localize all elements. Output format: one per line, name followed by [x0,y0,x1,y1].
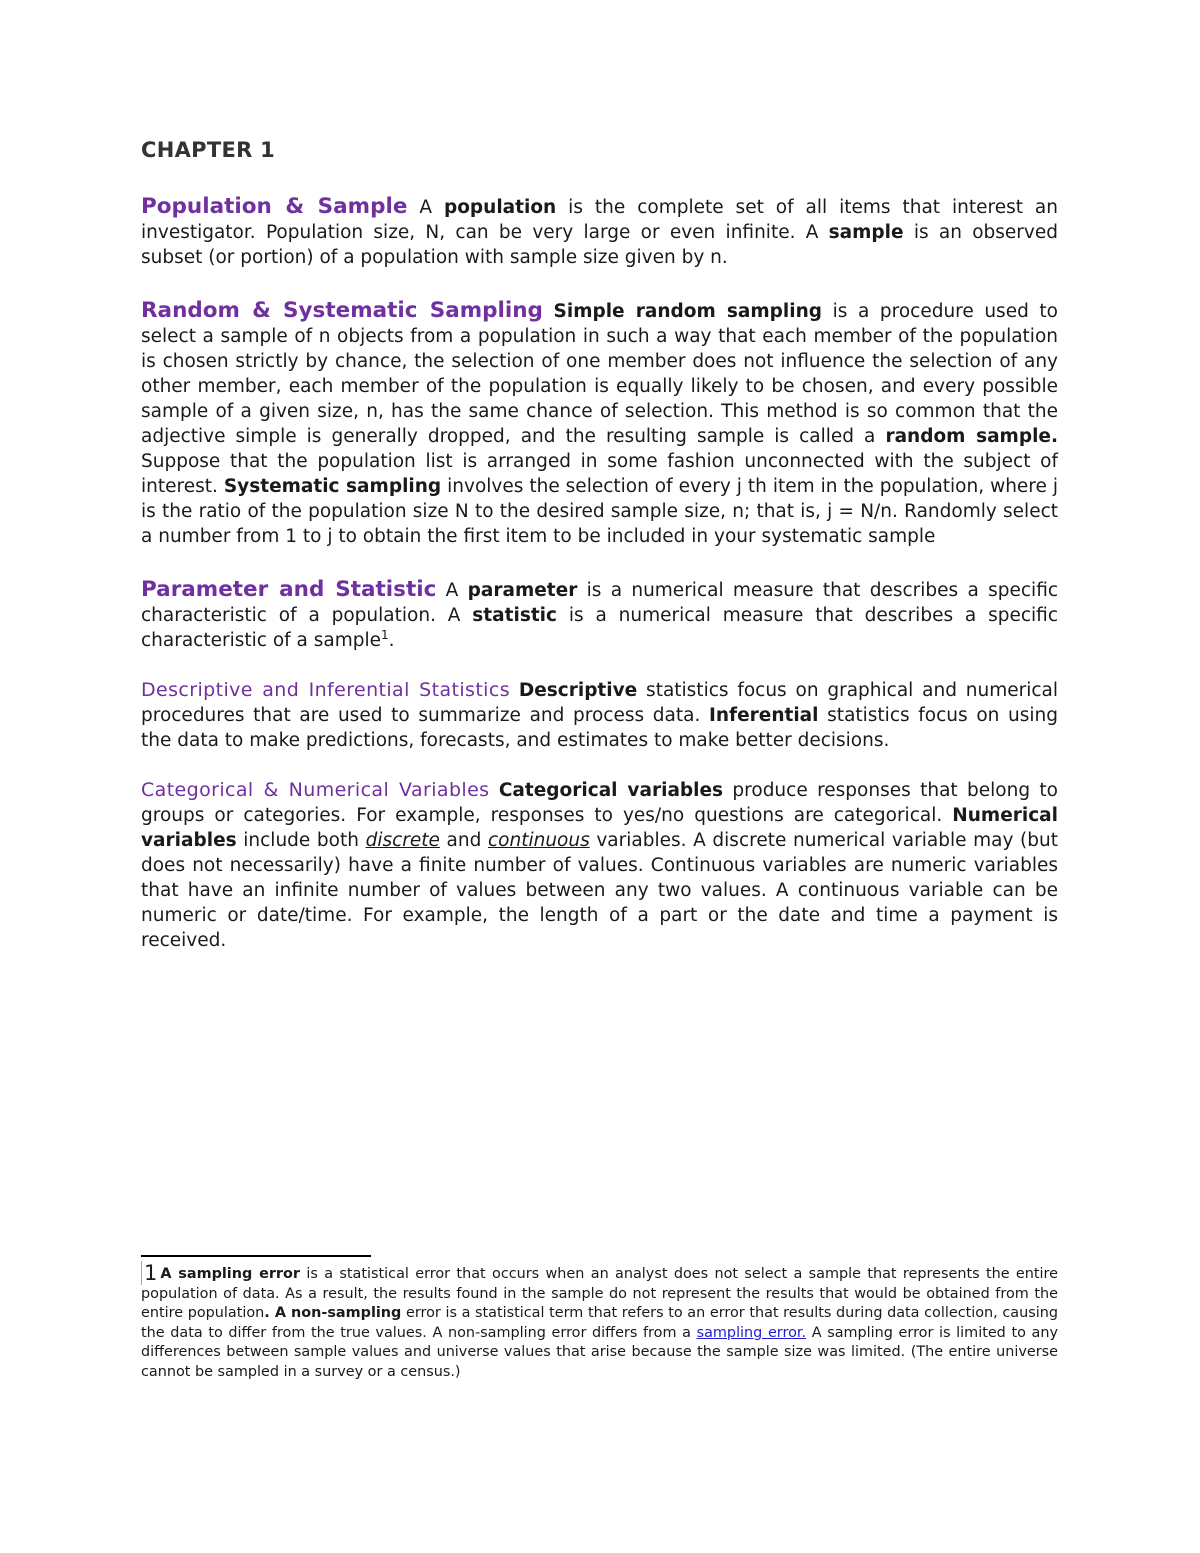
text-run: produce responses that belong to groups or categories. For example, responses to yes/no questions are categorical. [141,780,1058,826]
text-run: is the complete set of all items that interest an investigator. Population size, N, can be very large or even infinite. A [141,197,1058,243]
text-run: statistics focus on using the data to make predictions, forecasts, and estimates to make better decisions. [141,705,1058,751]
section-heading: Categorical & Numerical Variables [141,779,490,801]
text-run: and [439,830,488,851]
text-run: is a numerical measure that describes a specific characteristic of a sample [141,605,1059,651]
bold-term: sample [828,222,904,243]
text-run: is a procedure used to select a sample of n objects from a population in such a way that each member of the population is chosen strictly by chance, the selection of one member does not influence the selection of any other member, each member of the population is equally likely to be chosen, and every possible sample of a given size, n, has the same chance of selection. This method is so common that the adjective simple is generally dropped, and the resulting sample is called a [141,301,1058,447]
text-run: error is a statistical term that refers to an error that results during data collection, causing the data to differ from the true values. A non-sampling error differs from a [141,1305,1058,1341]
paragraph-descriptive-inferential [141,678,1058,753]
text-run: A [436,580,468,601]
document-body [141,138,1058,953]
bold-term: statistic [472,605,557,626]
paragraph-sampling [141,298,1058,549]
footnote [141,1261,1059,1383]
footnote-separator [141,1255,371,1257]
bold-term: Simple random sampling [553,301,823,322]
footnote-reference[interactable]: 1 [381,627,389,642]
bold-term: Categorical variables [498,780,724,801]
chapter-title: CHAPTER 1 [141,138,276,162]
bold-term: A sampling error [160,1266,301,1282]
footnote-number: 1 [141,1261,157,1285]
paragraph-variables [141,778,1058,953]
paragraph-parameter-statistic [141,577,1058,653]
text-run: is a numerical measure that describes a specific characteristic of a population. A [141,580,1059,626]
emphasized-term: continuous [487,830,590,851]
text-run [543,301,554,322]
bold-term: Systematic sampling [223,476,442,497]
sampling-error-link[interactable]: sampling error. [696,1324,807,1341]
text-run: Suppose that the population list is arranged in some fashion unconnected with the subject of interest. [141,451,1058,497]
text-run: is an observed subset (or portion) of a population with sample size given by n. [141,222,1058,268]
section-heading: Population & Sample [141,194,408,219]
paragraph-population-sample [141,194,1058,270]
text-run [490,780,499,801]
text-run [510,680,519,701]
bold-term: . A non-sampling [264,1305,402,1322]
section-heading: Descriptive and Inferential Statistics [141,679,511,701]
bold-term: parameter [467,580,578,601]
text-run: A sampling error is limited to any differences between sample values and universe values that arise because the sample size was limited. (The entire universe cannot be sampled in a survey or a census.) [141,1324,1059,1380]
section-heading: Parameter and Statistic [141,577,437,602]
bold-term: Inferential [709,705,819,726]
section-heading: Random & Systematic Sampling [141,298,543,323]
text-run: . [388,630,395,651]
bold-term: random sample. [885,426,1058,447]
text-run: involves the selection of every j th item in the population, where j is the ratio of the population size N to the desired sample size, n; that is, j = N/n. Randomly select a number from 1 to j to obtain the first item to be included in your systematic sample [141,476,1058,547]
emphasized-term: discrete [365,830,440,851]
bold-term: Descriptive [518,680,638,701]
text-run: include both [236,830,366,851]
text-run: is a statistical error that occurs when an analyst does not select a sample that represents the entire population of data. As a result, the results found in the sample do not represent the results that would be obtained from the entire population [141,1266,1058,1322]
bold-term: Numerical variables [141,805,1058,851]
text-run: variables. A discrete numerical variable may (but does not necessarily) have a finite number of values. Continuous variables are numeric variables that have an infinite number of values between any two values. A continuous variable can be numeric or date/time. For example, the length of a part or the date and time a payment is received. [141,830,1058,951]
text-run: statistics focus on graphical and numerical procedures that are used to summarize and process data. [141,680,1059,726]
bold-term: population [443,197,557,218]
text-run: A [407,197,444,218]
